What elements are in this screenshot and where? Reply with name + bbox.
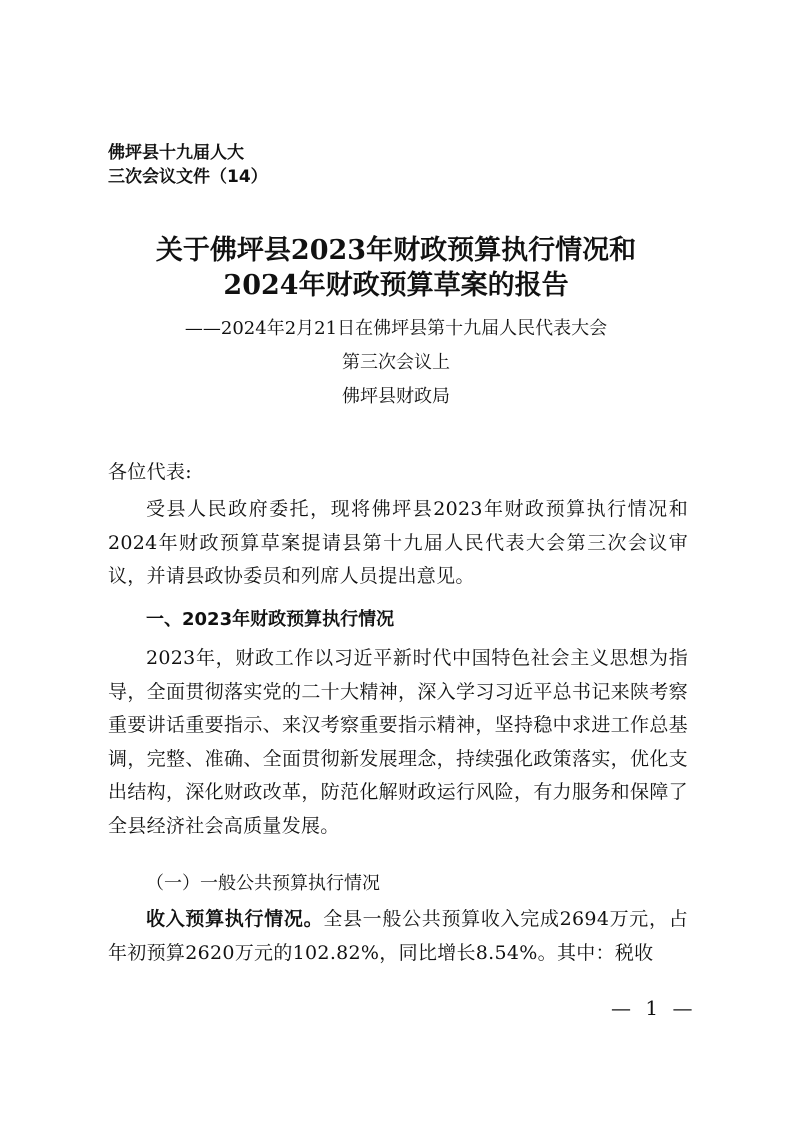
paragraph-revenue-text: 全县一般公共预算收入完成2694万元，占年初预算2620万元的102.82%，同比增长8.54%。其中：税收: [108, 908, 688, 964]
doc-meta-line2: 三次会议文件（14）: [108, 167, 268, 187]
page-number: — 1 —: [611, 996, 697, 1020]
document-number: [108, 141, 268, 189]
subtitle-session: 第三次会议上: [342, 352, 450, 373]
paragraph-intro: 受县人民政府委托，现将佛坪县2023年财政预算执行情况和2024年财政预算草案提请县第十九届人民代表大会第三次会议审议，并请县政协委员和列席人员提出意见。: [108, 498, 688, 587]
doc-meta-line1: 佛坪县十九届人大: [108, 143, 244, 163]
section-heading-1: 一、2023年财政预算执行情况: [146, 609, 395, 630]
paragraph-revenue: [108, 903, 688, 970]
paragraph-overview: 2023年，财政工作以习近平新时代中国特色社会主义思想为指导，全面贯彻落实党的二十大精神，深入学习习近平总书记来陕考察重要讲话重要指示、来汉考察重要指示精神，坚持稳中求进工作总基调，完整、准确、全面贯彻新发展理念，持续强化政策落实，优化支出结构，深化财政改革，防范化解财政运行风险，有力服务和保障了全县经济社会高质量发展。: [108, 647, 688, 837]
subtitle-occasion: ——2024年2月21日在佛坪县第十九届人民代表大会: [184, 318, 608, 339]
report-title-line2: 2024年财政预算草案的报告: [223, 270, 569, 301]
report-title-line1: 关于佛坪县2023年财政预算执行情况和: [155, 235, 637, 266]
salutation: 各位代表:: [108, 461, 192, 483]
subtitle-author: 佛坪县财政局: [342, 386, 450, 407]
paragraph-revenue-lead: 收入预算执行情况。: [146, 908, 324, 930]
section-heading-2: （一）一般公共预算执行情况: [146, 873, 380, 894]
